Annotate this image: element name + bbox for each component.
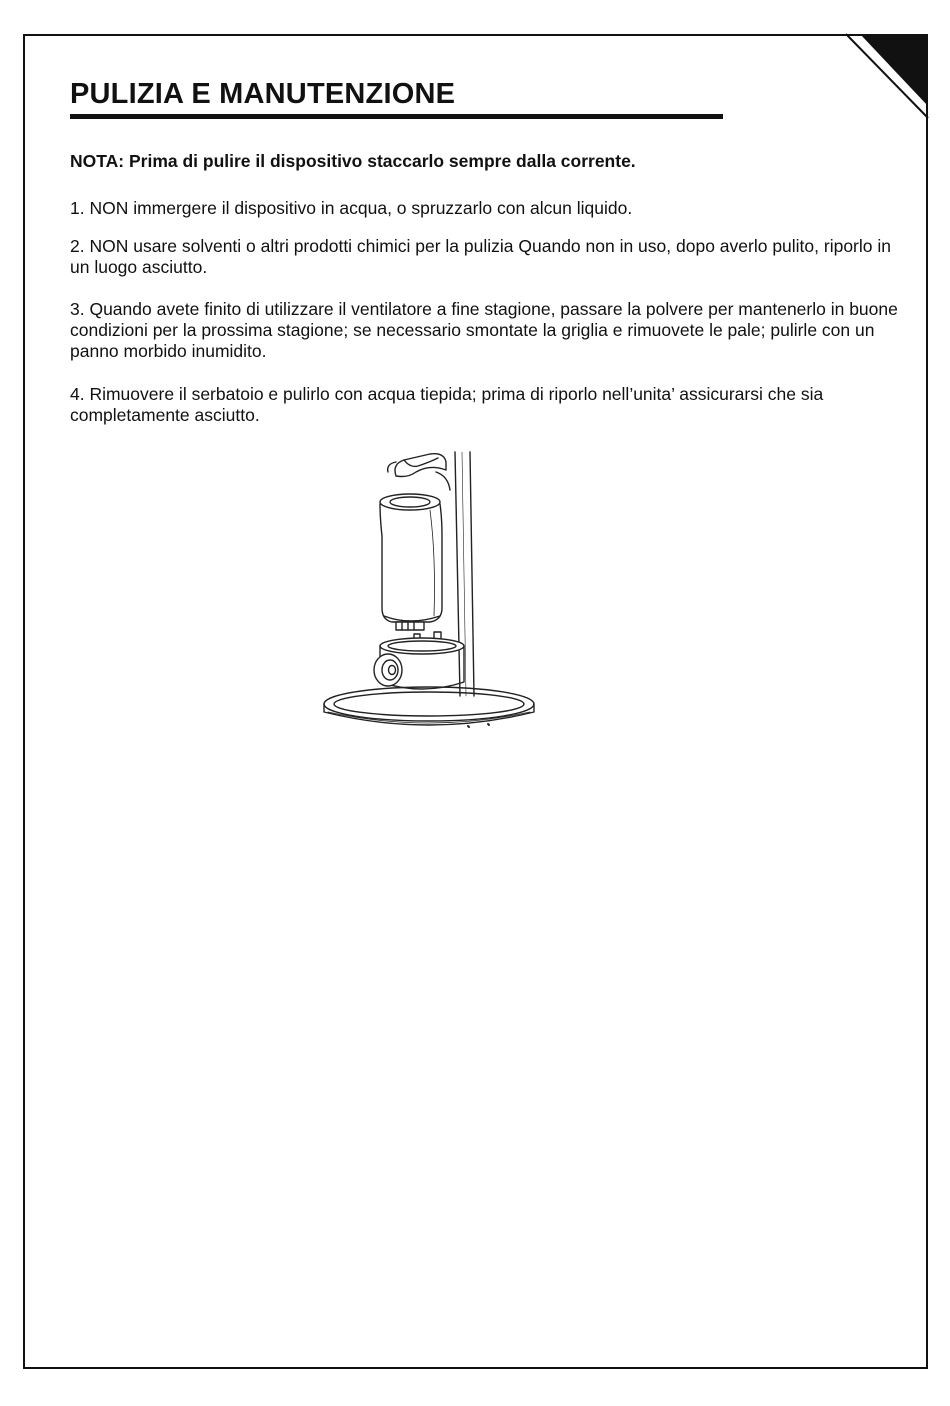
water-tank-removal-illustration [318, 446, 540, 730]
instruction-item: 3. Quando avete finito di utilizzare il ventilatore a fine stagione, passare la polvere per mantenerlo in buone condizioni per la prossima stagione; se necessario smontate la griglia e rimuovete le pale; pulirle con un panno morbido inumidito. [70, 299, 898, 361]
instructions [70, 151, 900, 448]
page-title: PULIZIA E MANUTENZIONE [70, 78, 456, 110]
safety-note: NOTA: Prima di pulire il dispositivo staccarlo sempre dalla corrente. [70, 151, 636, 171]
title-underline [70, 114, 723, 119]
instruction-item: 4. Rimuovere il serbatoio e pulirlo con acqua tiepida; prima di riporlo nell’unita’ assicurarsi che sia completamente asciutto. [70, 384, 824, 425]
instruction-item: 2. NON usare solventi o altri prodotti chimici per la pulizia Quando non in uso, dopo averlo pulito, riporlo in un luogo asciutto. [70, 236, 891, 277]
instruction-item: 1. NON immergere il dispositivo in acqua, o spruzzarlo con alcun liquido. [70, 198, 633, 218]
